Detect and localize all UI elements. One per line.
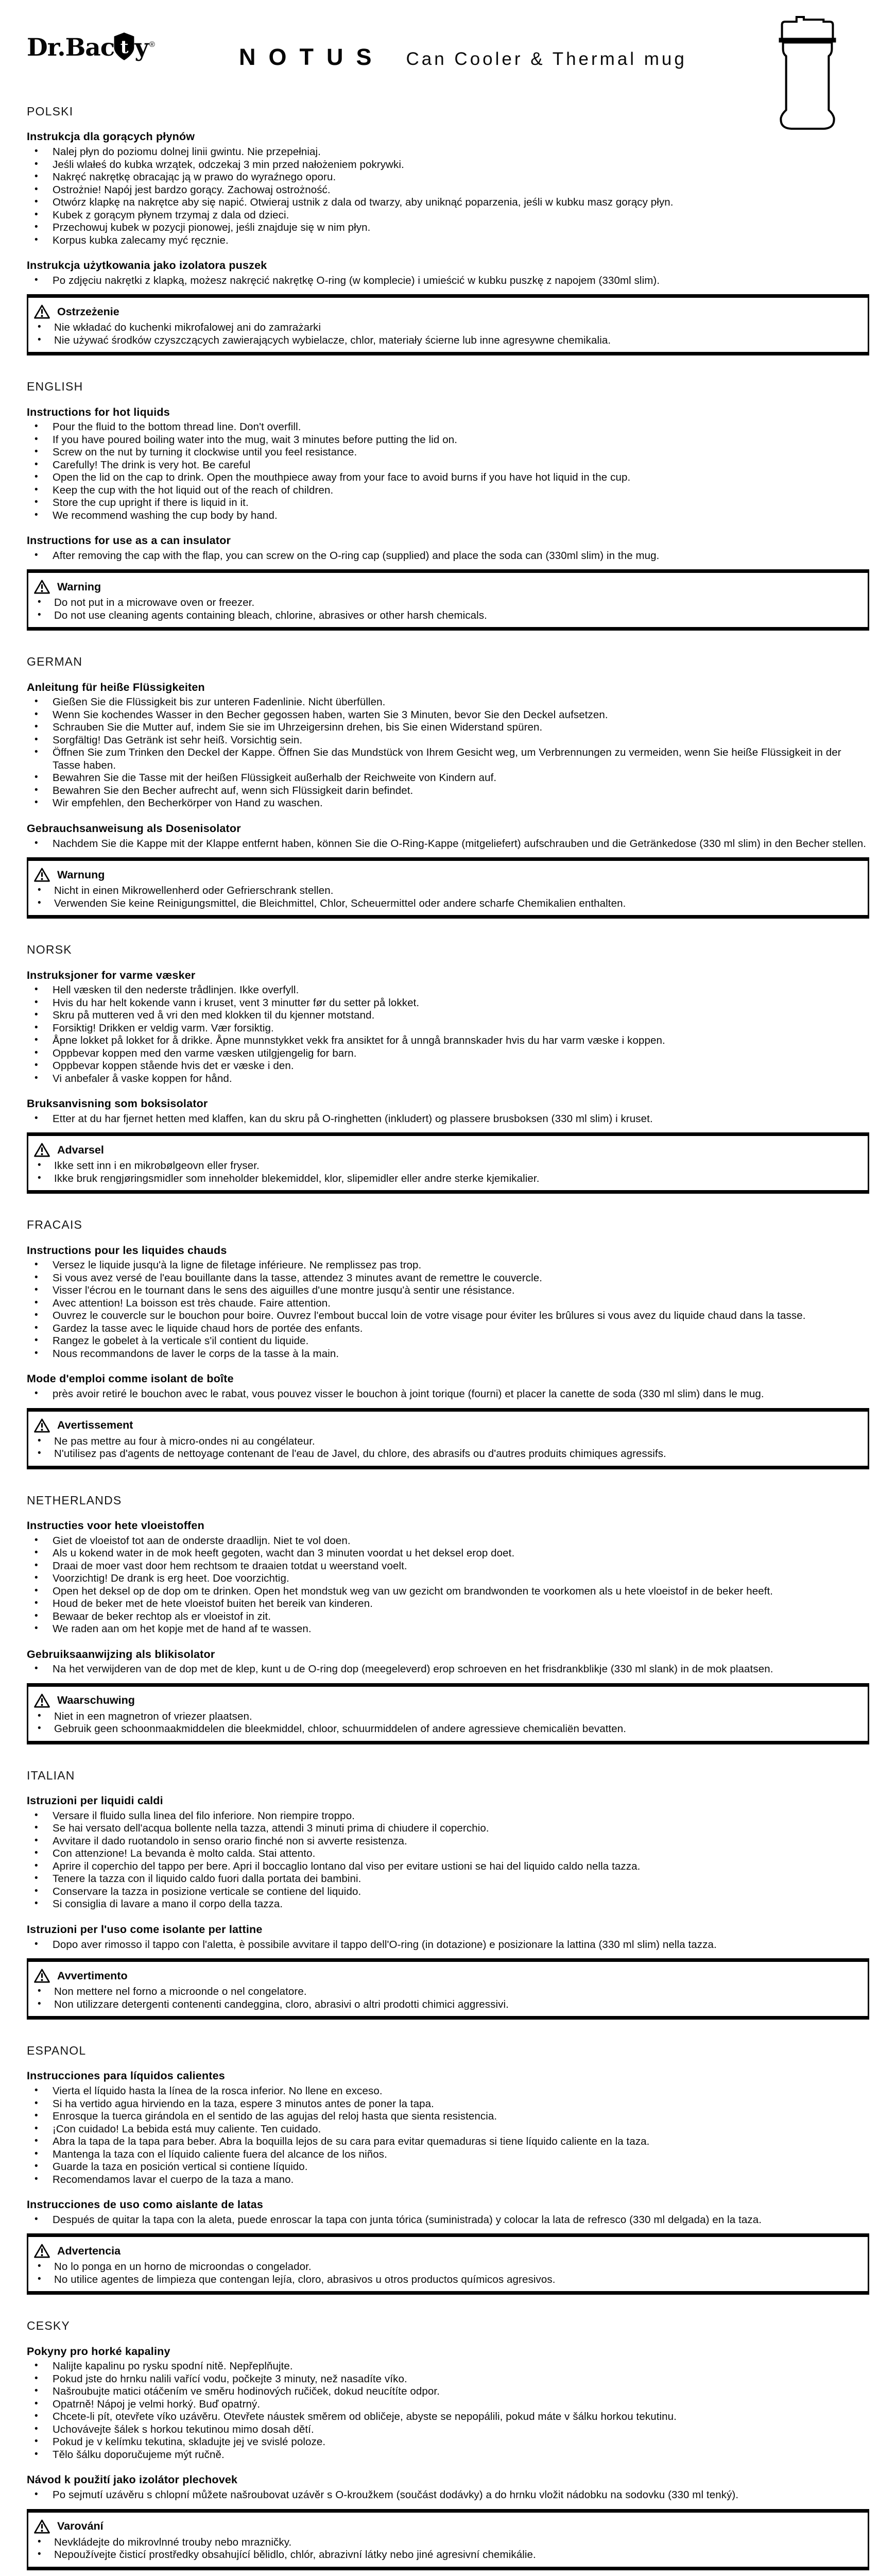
warning-box: [27, 1683, 869, 1744]
language-label: ENGLISH: [27, 380, 83, 394]
instruction-item: • Recomendamos lavar el cuerpo de la taza a mano.: [27, 2174, 869, 2187]
instruction-item: • Ouvrez le couvercle sur le bouchon pour boire. Ouvrez l'embout buccal loin de votre visage pour éviter les brûlures si vous avez du liquide chaud dans la tasse.: [27, 1310, 869, 1323]
instruction-item: • Versez le liquide jusqu'à la ligne de filetage inférieure. Ne remplissez pas trop.: [27, 1259, 869, 1272]
can-insulator-heading: Istruzioni per l'uso come isolante per lattine: [27, 1923, 263, 1936]
instruction-item: • Carefully! The drink is very hot. Be careful: [27, 459, 869, 472]
instruction-item: • Uchovávejte šálek s horkou tekutinou mimo dosah dětí.: [27, 2424, 869, 2436]
shield-t-icon: [113, 32, 135, 61]
warning-item: • Ikke bruk rengjøringsmidler som inneholder blekemiddel, klor, slipemidler eller andre sterke kjemikalier.: [33, 1173, 856, 1185]
warning-box: [27, 2233, 869, 2295]
instruction-item: • Pokud jste do hrnku nalili vařící vodu, počkejte 3 minuty, než nasadíte víko.: [27, 2373, 869, 2386]
can-insulator-heading: Gebrauchsanweisung als Dosenisolator: [27, 822, 241, 835]
can-insulator-list: [27, 1113, 869, 1126]
warning-item: • Nie używać środków czyszczących zawierających wybielacze, chlor, materiały ścierne lub inne agresywne chemikalia.: [33, 334, 856, 347]
hot-liquids-list: [27, 146, 869, 247]
instruction-item: • Guarde la taza en posición vertical si contiene líquido.: [27, 2161, 869, 2174]
instruction-item: • Forsiktig! Drikken er veldig varm. Vær forsiktig.: [27, 1022, 869, 1035]
can-insulator-heading: Bruksanvisning som boksisolator: [27, 1097, 208, 1110]
warning-triangle-icon: [33, 1142, 50, 1158]
instruction-item: • Sorgfältig! Das Getränk ist sehr heiß. Vorsichtig sein.: [27, 734, 869, 747]
registered-mark: ®: [149, 40, 154, 49]
warning-triangle-icon: [33, 1418, 50, 1433]
warning-title-row: [33, 1418, 856, 1433]
hot-liquids-list: [27, 2085, 869, 2186]
instruction-item: • Si vous avez versé de l'eau bouillante dans la tasse, attendez 3 minutes avant de remettre le couvercle.: [27, 1272, 869, 1285]
warning-item: • No utilice agentes de limpieza que contengan lejía, cloro, abrasivos u otros productos químicos agresivos.: [33, 2274, 856, 2286]
instruction-item: • Si ha vertido agua hirviendo en la taza, espere 3 minutos antes de poner la tapa.: [27, 2098, 869, 2111]
warning-item: • Nepoužívejte čisticí prostředky obsahující bělidlo, chlór, abrazivní látky nebo jiné agresivní chemikálie.: [33, 2549, 856, 2562]
instruction-item: • Opatrně! Nápoj je velmi horký. Buď opatrný.: [27, 2398, 869, 2411]
instruction-item: • Oppbevar koppen med den varme væsken utilgjengelig for barn.: [27, 1047, 869, 1060]
hot-liquids-heading: Instructions for hot liquids: [27, 405, 170, 418]
instruction-item: • Pour the fluid to the bottom thread line. Don't overfill.: [27, 421, 869, 434]
warning-title: Ostrzeżenie: [57, 305, 119, 318]
can-insulator-list: [27, 1388, 869, 1401]
warning-list: [33, 2536, 856, 2562]
instruction-item: • Otwórz klapkę na nakrętce aby się napić. Otwieraj ustnik z dala od twarzy, aby uniknąć poparzenia, jeśli w kubku masz gorący płyn.: [27, 196, 869, 209]
instruction-item: • Bewaar de beker rechtop als er vloeistof in zit.: [27, 1611, 869, 1623]
warning-title: Advertencia: [57, 2244, 121, 2257]
language-section: [27, 943, 869, 1194]
can-insulator-list: [27, 1663, 869, 1676]
instruction-item: • Rangez le gobelet à la verticale s'il contient du liquide.: [27, 1335, 869, 1348]
instruction-item: • Enrosque la tuerca girándola en el sentido de las agujas del reloj hasta que sienta resistencia.: [27, 2110, 869, 2123]
warning-item: • Non mettere nel forno a microonde o nel congelatore.: [33, 1986, 856, 1998]
warning-box: [27, 1132, 869, 1194]
hot-liquids-list: [27, 984, 869, 1085]
instruction-item: • Tenere la tazza con il liquido caldo fuori dalla portata dei bambini.: [27, 1873, 869, 1886]
instruction-item: • Nalej płyn do poziomu dolnej linii gwintu. Nie przepełniaj.: [27, 146, 869, 159]
warning-box: [27, 1958, 869, 2020]
instruction-item: • Screw on the nut by turning it clockwise until you feel resistance.: [27, 446, 869, 459]
warning-box: [27, 569, 869, 631]
warning-triangle-icon: [33, 2519, 50, 2534]
instruction-item: • Nous recommandons de laver le corps de la tasse à la main.: [27, 1348, 869, 1361]
warning-title: Advarsel: [57, 1143, 104, 1156]
instruction-item: • We raden aan om het kopje met de hand af te wassen.: [27, 1623, 869, 1636]
hot-liquids-heading: Pokyny pro horké kapaliny: [27, 2345, 170, 2358]
instruction-item: • Pokud je v kelímku tekutina, skladujte jej ve svislé poloze.: [27, 2436, 869, 2449]
hot-liquids-list: [27, 2360, 869, 2461]
instruction-item: • After removing the cap with the flap, you can screw on the O-ring cap (supplied) and place the soda can (330ml slim) in the mug.: [27, 550, 869, 563]
warning-box: [27, 857, 869, 919]
language-section: [27, 1218, 869, 1469]
warning-box: [27, 2509, 869, 2570]
instruction-item: • Bewahren Sie den Becher aufrecht auf, wenn sich Flüssigkeit darin befindet.: [27, 785, 869, 798]
instruction-item: • Kubek z gorącym płynem trzymaj z dala od dzieci.: [27, 209, 869, 222]
instruction-item: • If you have poured boiling water into the mug, wait 3 minutes before putting the lid on.: [27, 434, 869, 447]
can-insulator-heading: Instrukcja użytkowania jako izolatora puszek: [27, 259, 267, 272]
header: [27, 32, 869, 90]
hot-liquids-heading: Instructions pour les liquides chauds: [27, 1244, 227, 1257]
hot-liquids-list: [27, 421, 869, 522]
warning-item: • Niet in een magnetron of vriezer plaatsen.: [33, 1710, 856, 1723]
instruction-item: • Po sejmutí uzávěru s chlopní můžete našroubovat uzávěr s O-kroužkem (součást dodávky) a do hrnku vložit nádobku na sodovku (330 ml tenký).: [27, 2489, 869, 2502]
brand-logo: [27, 32, 153, 63]
instruction-item: • Vierta el líquido hasta la línea de la rosca inferior. No llene en exceso.: [27, 2085, 869, 2098]
svg-text:t: t: [120, 37, 128, 58]
hot-liquids-heading: Anleitung für heiße Flüssigkeiten: [27, 681, 205, 693]
can-insulator-list: [27, 275, 869, 287]
instruction-item: • Na het verwijderen van de dop met de klep, kunt u de O-ring dop (meegeleverd) erop schroeven en het frisdrankblikje (330 ml slank) in de mok plaatsen.: [27, 1663, 869, 1676]
warning-item: • Non utilizzare detergenti contenenti candeggina, cloro, abrasivi o altri prodotti chimici aggressivi.: [33, 1998, 856, 2011]
language-label: GERMAN: [27, 655, 83, 669]
warning-list: [33, 2261, 856, 2286]
warning-box: [27, 1408, 869, 1469]
instruction-item: • Si consiglia di lavare a mano il corpo della tazza.: [27, 1898, 869, 1911]
warning-title-row: [33, 579, 856, 595]
can-insulator-list: [27, 1939, 869, 1952]
instruction-item: • Nakręć nakrętkę obracając ją w prawo do wyraźnego oporu.: [27, 171, 869, 184]
instruction-item: • Dopo aver rimosso il tappo con l'aletta, è possibile avvitare il tappo dell'O-ring (in dotazione) e posizionare la lattina (330 ml slim) nella tazza.: [27, 1939, 869, 1952]
instruction-item: • Store the cup upright if there is liquid in it.: [27, 497, 869, 510]
warning-triangle-icon: [33, 867, 50, 883]
instruction-item: • Vi anbefaler å vaske koppen for hånd.: [27, 1073, 869, 1086]
warning-item: • Ikke sett inn i en mikrobølgeovn eller fryser.: [33, 1160, 856, 1173]
warning-title: Waarschuwing: [57, 1694, 135, 1707]
can-insulator-list: [27, 2214, 869, 2227]
instruction-item: • Nalijte kapalinu po rysku spodní nitě. Nepřeplňujte.: [27, 2360, 869, 2373]
hot-liquids-list: [27, 1259, 869, 1360]
instruction-item: • Åpne lokket på lokket for å drikke. Åpne munnstykket vekk fra ansiktet for å unngå brannskader hvis du har varm væske i koppen.: [27, 1035, 869, 1047]
instruction-item: • ¡Con cuidado! La bebida está muy caliente. Ten cuidado.: [27, 2123, 869, 2136]
instruction-item: • Oppbevar koppen stående hvis det er væske i den.: [27, 1060, 869, 1073]
warning-list: [33, 885, 856, 910]
warning-title-row: [33, 2243, 856, 2259]
hot-liquids-heading: Instructies voor hete vloeistoffen: [27, 1519, 204, 1532]
hot-liquids-list: [27, 696, 869, 810]
warning-list: [33, 597, 856, 622]
instruction-item: • Schrauben Sie die Mutter auf, indem Sie sie im Uhrzeigersinn drehen, bis Sie einen Widerstand spüren.: [27, 721, 869, 734]
instruction-item: • We recommend washing the cup body by hand.: [27, 510, 869, 522]
can-insulator-list: [27, 2489, 869, 2502]
language-label: NETHERLANDS: [27, 1493, 122, 1507]
language-label: NORSK: [27, 943, 72, 957]
instruction-item: • Avvitare il dado ruotandolo in senso orario finché non si avverte resistenza.: [27, 1835, 869, 1848]
warning-triangle-icon: [33, 2243, 50, 2259]
warning-title: Avertissement: [57, 1419, 133, 1432]
instruction-item: • Jeśli wlałeś do kubka wrzątek, odczekaj 3 min przed nałożeniem pokrywki.: [27, 159, 869, 172]
instruction-item: • Našroubujte matici otáčením ve směru hodinových ručiček, dokud neucítíte odpor.: [27, 2385, 869, 2398]
warning-item: • Nevkládejte do mikrovlnné trouby nebo mrazničky.: [33, 2536, 856, 2549]
instruction-item: • Nachdem Sie die Kappe mit der Klappe entfernt haben, können Sie die O-Ring-Kappe (mitgeliefert) aufschrauben und die Getränkedose (330 ml slim) in den Becher stellen.: [27, 838, 869, 851]
instruction-item: • près avoir retiré le bouchon avec le rabat, vous pouvez visser le bouchon à joint torique (fourni) et placer la canette de soda (330 ml slim) dans le mug.: [27, 1388, 869, 1401]
instruction-item: • Conservare la tazza in posizione verticale se contiene del liquido.: [27, 1886, 869, 1899]
instruction-item: • Skru på mutteren ved å vri den med klokken til du kjenner motstand.: [27, 1009, 869, 1022]
instruction-item: • Abra la tapa de la tapa para beber. Abra la boquilla lejos de su cara para evitar quemaduras si tiene líquido caliente en la taza.: [27, 2136, 869, 2148]
instruction-item: • Draai de moer vast door hem rechtsom te draaien totdat u weerstand voelt.: [27, 1560, 869, 1573]
warning-triangle-icon: [33, 579, 50, 595]
warning-title-row: [33, 304, 856, 319]
language-section: [27, 2044, 869, 2295]
warning-list: [33, 1986, 856, 2011]
warning-title-row: [33, 867, 856, 883]
language-label: CESKY: [27, 2319, 70, 2333]
instruction-item: • Ostrożnie! Napój jest bardzo gorący. Zachowaj ostrożność.: [27, 184, 869, 197]
warning-item: • Nie wkładać do kuchenki mikrofalowej ani do zamrażarki: [33, 321, 856, 334]
warning-item: • Verwenden Sie keine Reinigungsmittel, die Bleichmittel, Chlor, Scheuermittel oder andere scharfe Chemikalien enthalten.: [33, 897, 856, 910]
instruction-item: • Po zdjęciu nakrętki z klapką, możesz nakręcić nakrętkę O-ring (w komplecie) i umieścić w kubku puszkę z napojem (330ml slim).: [27, 275, 869, 287]
hot-liquids-heading: Instrukcja dla gorących płynów: [27, 130, 195, 143]
can-insulator-heading: Mode d'emploi comme isolant de boîte: [27, 1372, 234, 1385]
language-section: [27, 655, 869, 919]
warning-triangle-icon: [33, 304, 50, 319]
instruction-item: • Przechowuj kubek w pozycji pionowej, jeśli znajduje się w nim płyn.: [27, 222, 869, 234]
product-name: NOTUS: [239, 44, 385, 70]
warning-item: • No lo ponga en un horno de microondas o congelador.: [33, 2261, 856, 2274]
instruction-item: • Visser l'écrou en le tournant dans le sens des aiguilles d'une montre jusqu'à sentir une résistance.: [27, 1284, 869, 1297]
sections: [27, 105, 869, 2576]
instruction-item: • Mantenga la taza con el líquido caliente fuera del alcance de los niños.: [27, 2148, 869, 2161]
instruction-item: • Con attenzione! La bevanda è molto calda. Stai attento.: [27, 1848, 869, 1860]
instruction-item: • Houd de beker met de hete vloeistof buiten het bereik van kinderen.: [27, 1598, 869, 1611]
warning-title: Warnung: [57, 868, 105, 881]
can-insulator-heading: Gebruiksaanwijzing als blikisolator: [27, 1648, 215, 1660]
warning-item: • Do not use cleaning agents containing bleach, chlorine, abrasives or other harsh chemicals.: [33, 609, 856, 622]
language-section: [27, 2319, 869, 2570]
warning-title-row: [33, 1968, 856, 1984]
language-section: [27, 380, 869, 631]
instruction-item: • Gießen Sie die Flüssigkeit bis zur unteren Fadenlinie. Nicht überfüllen.: [27, 696, 869, 709]
language-label: FRACAIS: [27, 1218, 83, 1232]
instruction-item: • Gardez la tasse avec le liquide chaud hors de portée des enfants.: [27, 1323, 869, 1335]
brand-text-post: y: [134, 33, 148, 62]
warning-list: [33, 1160, 856, 1185]
instruction-item: • Etter at du har fjernet hetten med klaffen, kan du skru på O-ringhetten (inkludert) og plassere brusboksen (330 ml slim) i kruset.: [27, 1113, 869, 1126]
can-insulator-list: [27, 550, 869, 563]
warning-item: • Gebruik geen schoonmaakmiddelen die bleekmiddel, chloor, schuurmiddelen of andere agressieve chemicaliën bevatten.: [33, 1723, 856, 1736]
instruction-item: • Open het deksel op de dop om te drinken. Open het mondstuk weg van uw gezicht om brandwonden te voorkomen als u hete vloeistof in de beker heeft.: [27, 1585, 869, 1598]
warning-triangle-icon: [33, 1968, 50, 1984]
instruction-item: • Avec attention! La boisson est très chaude. Faire attention.: [27, 1297, 869, 1310]
instruction-item: • Bewahren Sie die Tasse mit der heißen Flüssigkeit außerhalb der Reichweite von Kindern auf.: [27, 772, 869, 785]
warning-list: [33, 1710, 856, 1736]
hot-liquids-heading: Istruzioni per liquidi caldi: [27, 1794, 163, 1807]
hot-liquids-list: [27, 1810, 869, 1911]
instruction-item: • Open the lid on the cap to drink. Open the mouthpiece away from your face to avoid burns if you have hot liquid in the cup.: [27, 471, 869, 484]
instruction-item: • Wir empfehlen, den Becherkörper von Hand zu waschen.: [27, 797, 869, 810]
instruction-item: • Se hai versato dell'acqua bollente nella tazza, attendi 3 minuti prima di chiudere il coperchio.: [27, 1822, 869, 1835]
hot-liquids-heading: Instrucciones para líquidos calientes: [27, 2070, 225, 2082]
instruction-item: • Chcete-li pít, otevřete víko uzávěru. Otevřete náustek směrem od obličeje, abyste se nepopálili, pokud máte v šálku horkou tekutinu.: [27, 2411, 869, 2424]
language-section: [27, 105, 869, 355]
warning-title: Warning: [57, 580, 101, 593]
instruction-item: • Korpus kubka zalecamy myć ręcznie.: [27, 234, 869, 247]
instruction-item: • Aprire il coperchio del tappo per bere. Apri il boccaglio lontano dal viso per evitare ustioni se hai del liquido caldo nella tazza.: [27, 1860, 869, 1873]
warning-list: [33, 321, 856, 347]
hot-liquids-heading: Instruksjoner for varme væsker: [27, 969, 196, 981]
warning-list: [33, 1435, 856, 1461]
warning-item: • N'utilisez pas d'agents de nettoyage contenant de l'eau de Javel, du chlore, des abrasifs ou d'autres produits chimiques agressifs.: [33, 1448, 856, 1461]
instruction-item: • Giet de vloeistof tot aan de onderste draadlijn. Niet te vol doen.: [27, 1535, 869, 1548]
language-label: ITALIAN: [27, 1768, 75, 1782]
product-title-group: [239, 45, 687, 69]
instruction-item: • Después de quitar la tapa con la aleta, puede enroscar la tapa con junta tórica (suministrada) y colocar la lata de refresco (330 ml delgada) en la taza.: [27, 2214, 869, 2227]
warning-title-row: [33, 1693, 856, 1708]
can-insulator-heading: Instrucciones de uso como aislante de latas: [27, 2198, 264, 2211]
language-section: [27, 1494, 869, 1744]
instruction-item: • Versare il fluido sulla linea del filo inferiore. Non riempire troppo.: [27, 1810, 869, 1823]
warning-title: Varování: [57, 2520, 104, 2533]
product-subtitle: Can Cooler & Thermal mug: [406, 49, 687, 69]
hot-liquids-list: [27, 1535, 869, 1636]
instruction-item: • Hvis du har helt kokende vann i kruset, vent 3 minutter før du setter på lokket.: [27, 997, 869, 1010]
warning-triangle-icon: [33, 1693, 50, 1708]
can-insulator-list: [27, 838, 869, 851]
instruction-item: • Hell væsken til den nederste trådlinjen. Ikke overfyll.: [27, 984, 869, 997]
instruction-item: • Öffnen Sie zum Trinken den Deckel der Kappe. Öffnen Sie das Mundstück von Ihrem Gesicht weg, um Verbrennungen zu vermeiden, wenn Sie heiße Flüssigkeit in der Tasse haben.: [27, 747, 869, 772]
can-insulator-heading: Instructions for use as a can insulator: [27, 534, 231, 547]
warning-title-row: [33, 2519, 856, 2534]
instruction-item: • Voorzichtig! De drank is erg heet. Doe voorzichtig.: [27, 1572, 869, 1585]
warning-box: [27, 294, 869, 355]
language-label: POLSKI: [27, 105, 74, 118]
language-label: ESPANOL: [27, 2044, 87, 2058]
warning-title: Avvertimento: [57, 1969, 128, 1982]
brand-text-pre: Dr.Bac: [27, 33, 115, 62]
can-insulator-heading: Návod k použití jako izolátor plechovek: [27, 2473, 238, 2486]
warning-item: • Nicht in einen Mikrowellenherd oder Gefrierschrank stellen.: [33, 885, 856, 897]
instruction-item: • Tělo šálku doporučujeme mýt ručně.: [27, 2449, 869, 2462]
instruction-item: • Keep the cup with the hot liquid out of the reach of children.: [27, 484, 869, 497]
instruction-item: • Als u kokend water in de mok heeft gegoten, wacht dan 3 minuten voordat u het deksel erop doet.: [27, 1547, 869, 1560]
warning-title-row: [33, 1142, 856, 1158]
warning-item: • Ne pas mettre au four à micro-ondes ni au congélateur.: [33, 1435, 856, 1448]
language-section: [27, 1769, 869, 2020]
warning-item: • Do not put in a microwave oven or freezer.: [33, 597, 856, 609]
instruction-item: • Wenn Sie kochendes Wasser in den Becher gegossen haben, warten Sie 3 Minuten, bevor Sie den Deckel aufsetzen.: [27, 709, 869, 722]
